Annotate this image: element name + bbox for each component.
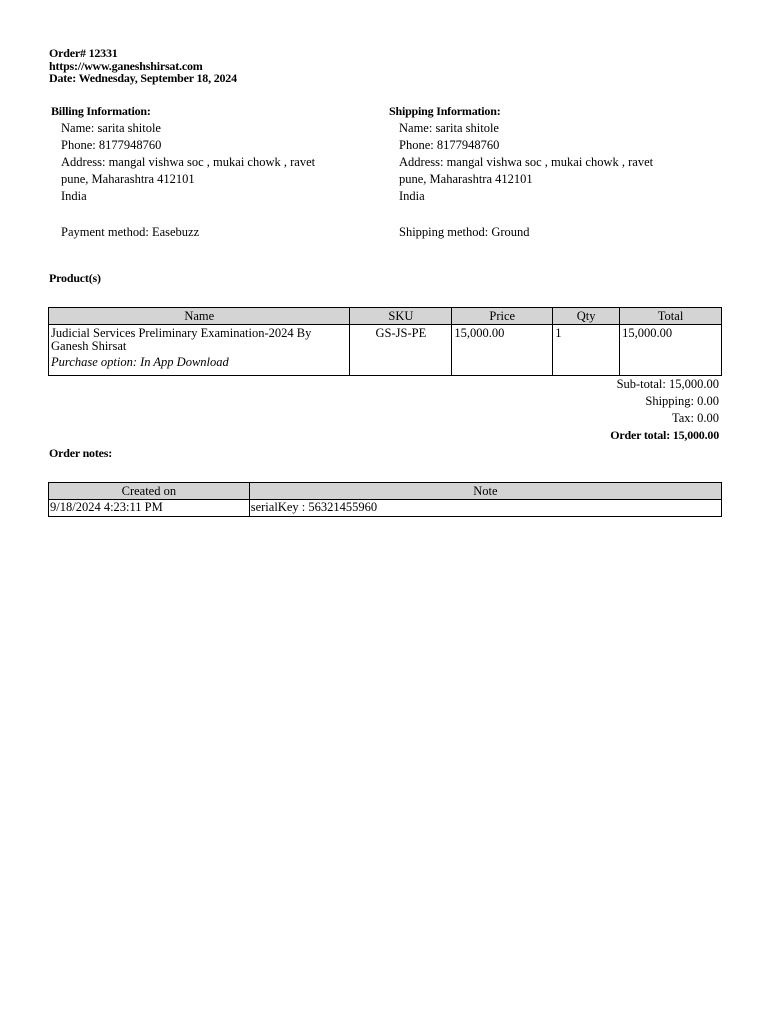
shipping-cost: Shipping: 0.00 bbox=[645, 394, 719, 408]
shipping-phone: Phone: 8177948760 bbox=[399, 138, 500, 152]
column-header-total: Total bbox=[620, 308, 722, 325]
subtotal: Sub-total: 15,000.00 bbox=[616, 377, 719, 391]
order-header bbox=[49, 47, 237, 85]
billing-information bbox=[51, 103, 315, 241]
shipping-information bbox=[389, 103, 653, 241]
shipping-title: Shipping Information: bbox=[389, 104, 501, 118]
products-header-row bbox=[49, 308, 722, 325]
column-header-name: Name bbox=[49, 308, 350, 325]
order-total: Order total: 15,000.00 bbox=[610, 428, 719, 442]
product-name-cell bbox=[49, 325, 350, 376]
products-title: Product(s) bbox=[49, 271, 101, 285]
column-header-qty: Qty bbox=[553, 308, 620, 325]
table-row bbox=[49, 325, 722, 376]
shipping-method: Shipping method: Ground bbox=[399, 225, 530, 239]
shipping-address: Address: mangal vishwa soc , mukai chowk , ravet bbox=[399, 155, 654, 169]
column-header-sku: SKU bbox=[350, 308, 452, 325]
product-qty: 1 bbox=[553, 325, 620, 376]
shipping-city: pune, Maharashtra 412101 bbox=[399, 172, 533, 186]
billing-address: Address: mangal vishwa soc , mukai chowk , ravet bbox=[61, 155, 316, 169]
column-header-created-on: Created on bbox=[49, 483, 250, 500]
shipping-country: India bbox=[399, 189, 425, 203]
store-url[interactable]: https://www.ganeshshirsat.com bbox=[49, 58, 203, 73]
order-notes-title: Order notes: bbox=[49, 446, 113, 460]
billing-phone: Phone: 8177948760 bbox=[61, 138, 162, 152]
table-row bbox=[49, 500, 722, 517]
product-name: Judicial Services Preliminary Examination-2024 By Ganesh Shirsat bbox=[51, 326, 312, 353]
products-table bbox=[48, 307, 722, 376]
order-totals bbox=[610, 376, 719, 444]
order-number: Order# 12331 bbox=[49, 46, 118, 60]
purchase-option: Purchase option: In App Download bbox=[51, 355, 229, 369]
note-text: serialKey : 56321455960 bbox=[249, 500, 721, 517]
product-sku: GS-JS-PE bbox=[350, 325, 452, 376]
payment-method: Payment method: Easebuzz bbox=[61, 225, 200, 239]
billing-city: pune, Maharashtra 412101 bbox=[61, 172, 195, 186]
billing-country: India bbox=[61, 189, 87, 203]
column-header-note: Note bbox=[249, 483, 721, 500]
shipping-name: Name: sarita shitole bbox=[399, 121, 499, 135]
order-notes-table bbox=[48, 482, 722, 517]
note-created-on: 9/18/2024 4:23:11 PM bbox=[49, 500, 250, 517]
tax: Tax: 0.00 bbox=[671, 411, 719, 425]
billing-name: Name: sarita shitole bbox=[61, 121, 161, 135]
order-date: Date: Wednesday, September 18, 2024 bbox=[49, 71, 237, 85]
notes-header-row bbox=[49, 483, 722, 500]
product-total: 15,000.00 bbox=[620, 325, 722, 376]
billing-title: Billing Information: bbox=[51, 104, 151, 118]
column-header-price: Price bbox=[452, 308, 553, 325]
product-price: 15,000.00 bbox=[452, 325, 553, 376]
